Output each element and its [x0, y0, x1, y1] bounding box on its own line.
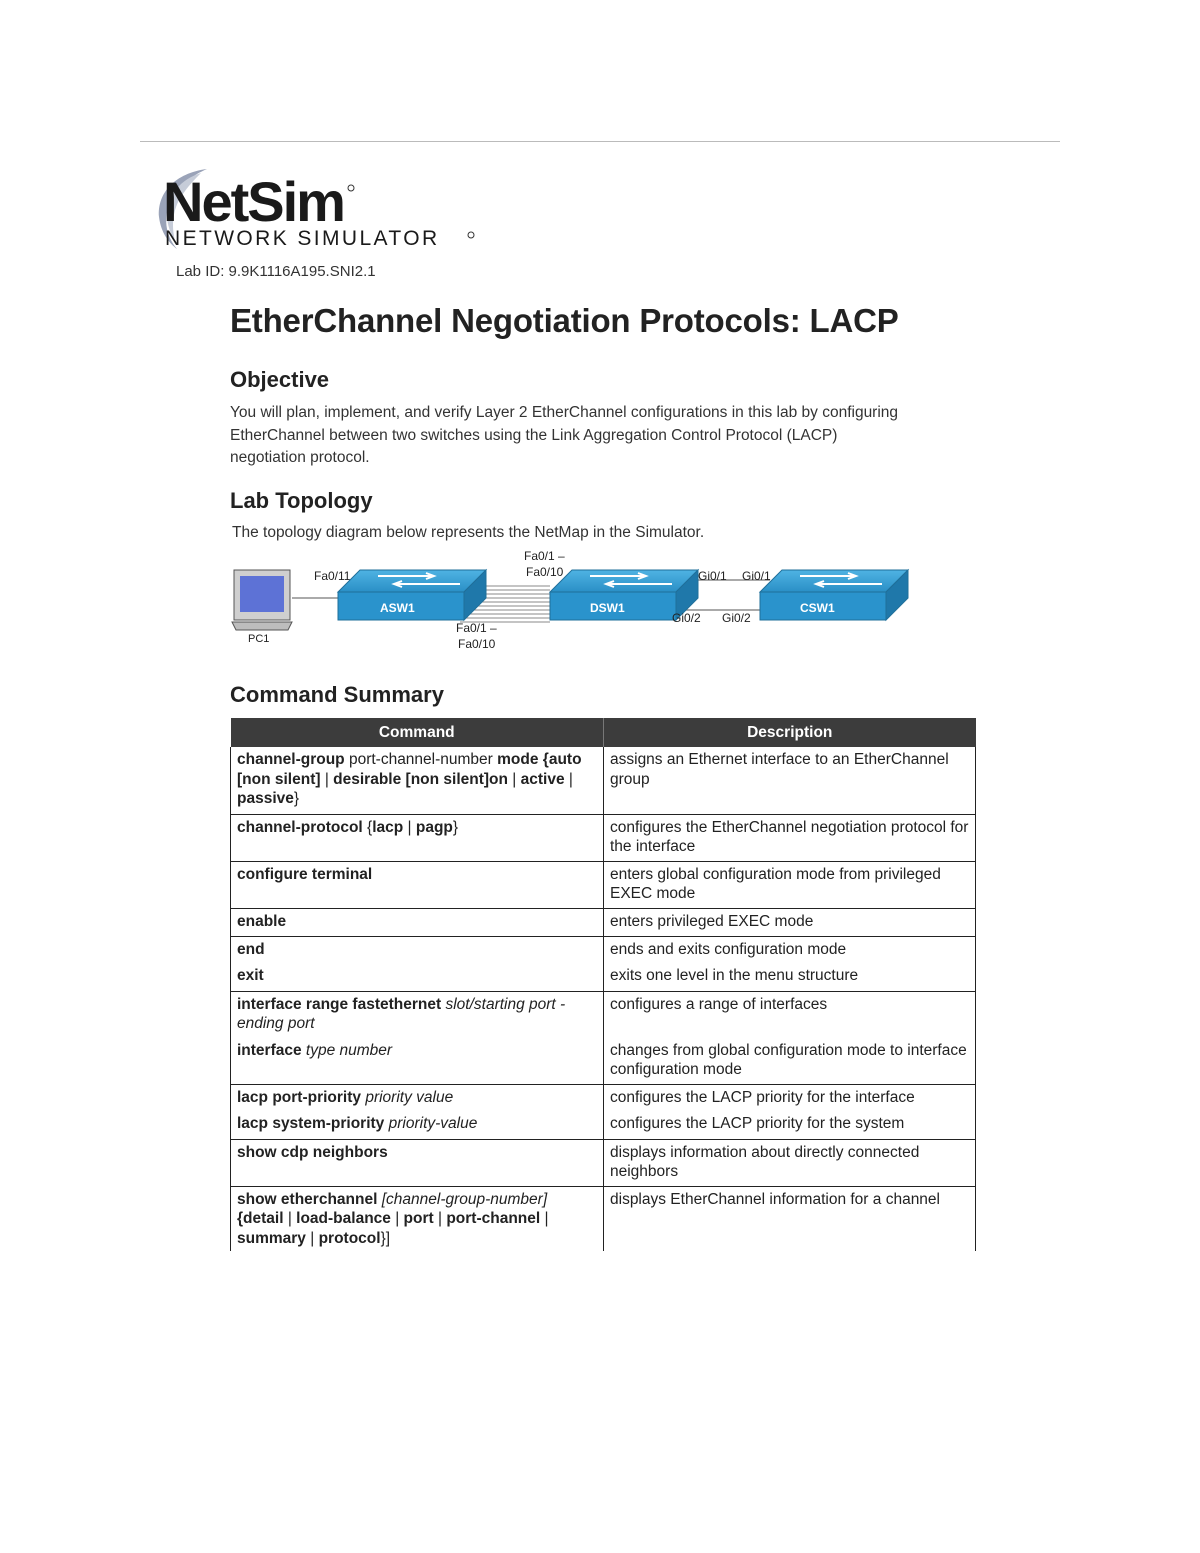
port-label: Fa0/10 [526, 565, 564, 579]
description-cell: assigns an Ethernet interface to an EtherChannel group [604, 747, 976, 814]
command-cell: interface range fastethernet slot/starting port - ending port interface type number [231, 991, 604, 1084]
port-label: Gi0/2 [672, 611, 701, 625]
table-row [231, 908, 976, 936]
description-cell: displays information about directly connected neighbors [604, 1139, 976, 1186]
table-row [231, 747, 976, 814]
objective-line: EtherChannel between two switches using the Link Aggregation Control Protocol (LACP) [230, 426, 838, 444]
table-row [231, 861, 976, 908]
objective-line: You will plan, implement, and verify Layer 2 EtherChannel configurations in this lab by configuring [230, 404, 899, 421]
table-row [231, 1139, 976, 1186]
lab-id: Lab ID: 9.9K1116A195.SNI2.1 [176, 263, 376, 280]
description-cell: displays EtherChannel information for a channel [604, 1186, 976, 1251]
page-title: EtherChannel Negotiation Protocols: LACP [230, 302, 899, 339]
command-cell: end exit [231, 936, 604, 991]
table-row [231, 1084, 976, 1139]
topology-heading: Lab Topology [230, 488, 373, 513]
description-cell: enters global configuration mode from privileged EXEC mode [604, 861, 976, 908]
description-cell: configures a range of interfaces changes from global configuration mode to interface configuration mode [604, 991, 976, 1084]
description-cell: configures the LACP priority for the interface configures the LACP priority for the system [604, 1084, 976, 1139]
csw-label: CSW1 [800, 601, 835, 615]
asw-label: ASW1 [380, 601, 415, 615]
command-cell: configure terminal [231, 861, 604, 908]
table-row [231, 936, 976, 991]
command-cell: show cdp neighbors [231, 1139, 604, 1186]
command-cell: channel-protocol {lacp | pagp} [231, 814, 604, 861]
port-label: Fa0/10 [458, 637, 496, 651]
command-table [230, 718, 976, 1251]
header-rule [140, 141, 1060, 142]
command-cell: show etherchannel [channel-group-number] {detail | load-balance | port | port-channel | summary | protocol}] [231, 1186, 604, 1251]
command-cell: channel-group port-channel-number mode {auto [non silent] | desirable [non silent]on | active | passive} [231, 747, 604, 814]
command-summary-heading: Command Summary [230, 682, 444, 707]
port-label: Fa0/1 – [524, 549, 565, 563]
port-label: Gi0/1 [698, 569, 727, 583]
dsw-label: DSW1 [590, 601, 625, 615]
topology-intro: The topology diagram below represents the NetMap in the Simulator. [232, 524, 705, 541]
pc-label: PC1 [248, 633, 270, 645]
table-row [231, 991, 976, 1084]
column-header-command: Command [231, 718, 604, 747]
port-label: Gi0/1 [742, 569, 771, 583]
netsim-logo [155, 165, 495, 255]
objective-heading: Objective [230, 367, 330, 392]
description-cell: enters privileged EXEC mode [604, 908, 976, 936]
port-label: Fa0/1 – [456, 621, 497, 635]
description-cell: configures the EtherChannel negotiation protocol for the interface [604, 814, 976, 861]
command-cell: lacp port-priority priority value lacp system-priority priority-value [231, 1084, 604, 1139]
pc-port-label: Fa0/11 [314, 569, 351, 583]
logo-tagline: NETWORK SIMULATOR [165, 227, 440, 250]
pc-icon [232, 570, 292, 630]
command-cell: enable [231, 908, 604, 936]
objective-text [230, 402, 970, 470]
port-label: Gi0/2 [722, 611, 751, 625]
logo-brand: NetSim [163, 170, 344, 233]
table-row [231, 1186, 976, 1251]
column-header-description: Description [604, 718, 976, 747]
description-cell: ends and exits configuration mode exits one level in the menu structure [604, 936, 976, 991]
table-row [231, 814, 976, 861]
objective-line: negotiation protocol. [230, 449, 370, 466]
topology-diagram [228, 548, 918, 658]
